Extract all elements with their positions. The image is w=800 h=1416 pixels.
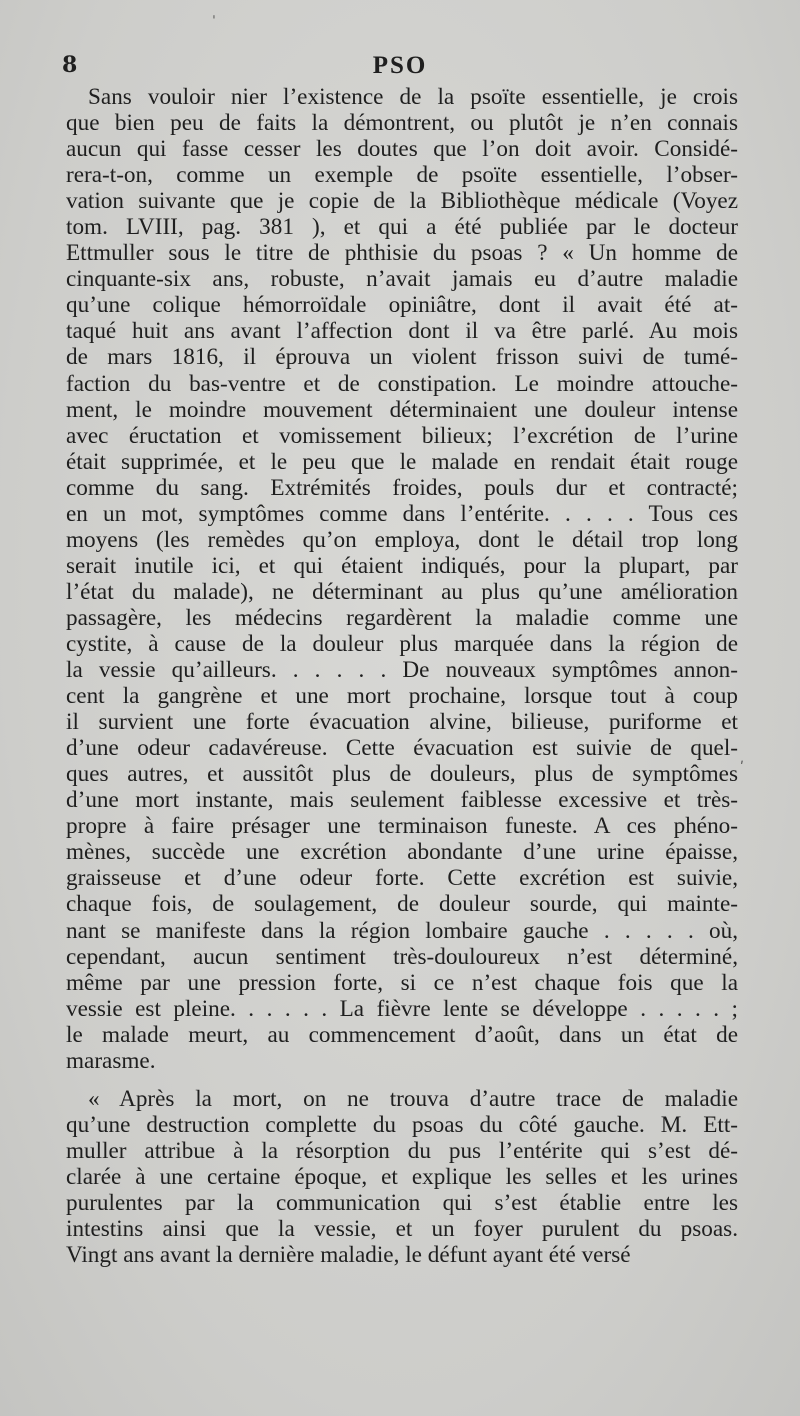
text-line: faction du bas-ventre et de constipation. Le moindre attouche- xyxy=(66,370,738,397)
text-line: d’une odeur cadavéreuse. Cette évacuation est suivie de quel- xyxy=(66,735,738,762)
text-line: muller attribue à la résorption du pus l’entérite qui s’est dé- xyxy=(66,1137,738,1164)
text-line: avec éructation et vomissement bilieux; l’excrétion de l’urine xyxy=(66,422,738,449)
text-line: aucun qui fasse cesser les doutes que l’on doit avoir. Considé- xyxy=(66,136,738,163)
text-line: cependant, aucun sentiment très-douloureux n’est déterminé, xyxy=(66,943,738,970)
text-line: comme du sang. Extrémités froides, pouls dur et contracté; xyxy=(66,474,738,501)
text-line: passagère, les médecins regardèrent la maladie comme une xyxy=(66,604,738,631)
text-line: graisseuse et d’une odeur forte. Cette excrétion est suivie, xyxy=(66,865,738,892)
text-line: mènes, succède une excrétion abondante d’une urine épaisse, xyxy=(66,839,738,866)
text-line: propre à faire présager une terminaison funeste. A ces phéno- xyxy=(66,813,738,840)
print-speck: ˈ xyxy=(212,14,216,30)
text-line: tom. LVIII, pag. 381 ), et qui a été publiée par le docteur xyxy=(66,214,738,241)
paragraph xyxy=(66,84,738,1074)
text-line: Ettmuller sous le titre de phthisie du psoas ? « Un homme de xyxy=(66,240,738,267)
paragraph-gap xyxy=(66,1074,738,1086)
text-line: serait inutile ici, et qui étaient indiqués, pour la plupart, par xyxy=(66,552,738,579)
page-number: 8 xyxy=(62,52,78,78)
text-line: « Après la mort, on ne trouva d’autre trace de maladie xyxy=(88,1085,738,1112)
running-head: PSO xyxy=(372,52,428,79)
paragraph xyxy=(66,1086,738,1268)
text-line: moyens (les remèdes qu’on employa, dont le détail trop long xyxy=(66,526,738,553)
text-line: en un mot, symptômes comme dans l’entérite. . . . . Tous ces xyxy=(66,500,738,527)
text-line: l’état du malade), ne déterminant au plus qu’une amélioration xyxy=(66,578,738,605)
text-line: il survient une forte évacuation alvine, bilieuse, puriforme et xyxy=(66,709,738,736)
text-line: la vessie qu’ailleurs. . . . . . De nouveaux symptômes annon- xyxy=(66,657,738,684)
text-line: le malade meurt, au commencement d’août, dans un état de xyxy=(66,1021,738,1048)
text-line: ques autres, et aussitôt plus de douleurs, plus de symptômes xyxy=(66,761,738,788)
text-line: rera-t-on, comme un exemple de psoïte essentielle, l’obser- xyxy=(66,162,738,189)
text-line: purulentes par la communication qui s’est établie entre les xyxy=(66,1189,738,1216)
text-line: qu’une colique hémorroïdale opiniâtre, dont il avait été at- xyxy=(66,292,738,319)
text-line: cent la gangrène et une mort prochaine, lorsque tout à coup xyxy=(66,683,738,710)
print-speck: ʹ xyxy=(740,760,744,776)
text-line: chaque fois, de soulagement, de douleur sourde, qui mainte- xyxy=(66,891,738,918)
text-line: était supprimée, et le peu que le malade en rendait était rouge xyxy=(66,448,738,475)
text-line: intestins ainsi que la vessie, et un foyer purulent du psoas. xyxy=(66,1216,738,1243)
text-line: de mars 1816, il éprouva un violent frisson suivi de tumé- xyxy=(66,344,738,371)
text-line: cystite, à cause de la douleur plus marquée dans la région de xyxy=(66,630,738,657)
text-line: ment, le moindre mouvement déterminaient une douleur intense xyxy=(66,396,738,423)
text-line: vation suivante que je copie de la Bibliothèque médicale (Voyez xyxy=(66,188,738,215)
page-header xyxy=(62,52,738,82)
text-line: même par une pression forte, si ce n’est chaque fois que la xyxy=(66,969,738,996)
text-line: nant se manifeste dans la région lombaire gauche . . . . . où, xyxy=(66,917,738,944)
text-line: marasme. xyxy=(66,1047,156,1074)
text-line: Vingt ans avant la dernière maladie, le défunt ayant été versé xyxy=(66,1242,631,1269)
text-line: cinquante-six ans, robuste, n’avait jamais eu d’autre maladie xyxy=(66,266,738,293)
text-line: taqué huit ans avant l’affection dont il va être parlé. Au mois xyxy=(66,318,738,345)
text-line: Sans vouloir nier l’existence de la psoïte essentielle, je crois xyxy=(88,84,738,110)
text-line: qu’une destruction complette du psoas du côté gauche. M. Ett- xyxy=(66,1111,738,1138)
text-line: que bien peu de faits la démontrent, ou plutôt je n’en connais xyxy=(66,110,738,137)
text-line: d’une mort instante, mais seulement faiblesse excessive et très- xyxy=(66,787,738,814)
text-line: vessie est pleine. . . . . . La fièvre lente se développe . . . . . ; xyxy=(66,995,738,1022)
text-line: clarée à une certaine époque, et explique les selles et les urines xyxy=(66,1163,738,1190)
body-text xyxy=(66,84,738,1268)
